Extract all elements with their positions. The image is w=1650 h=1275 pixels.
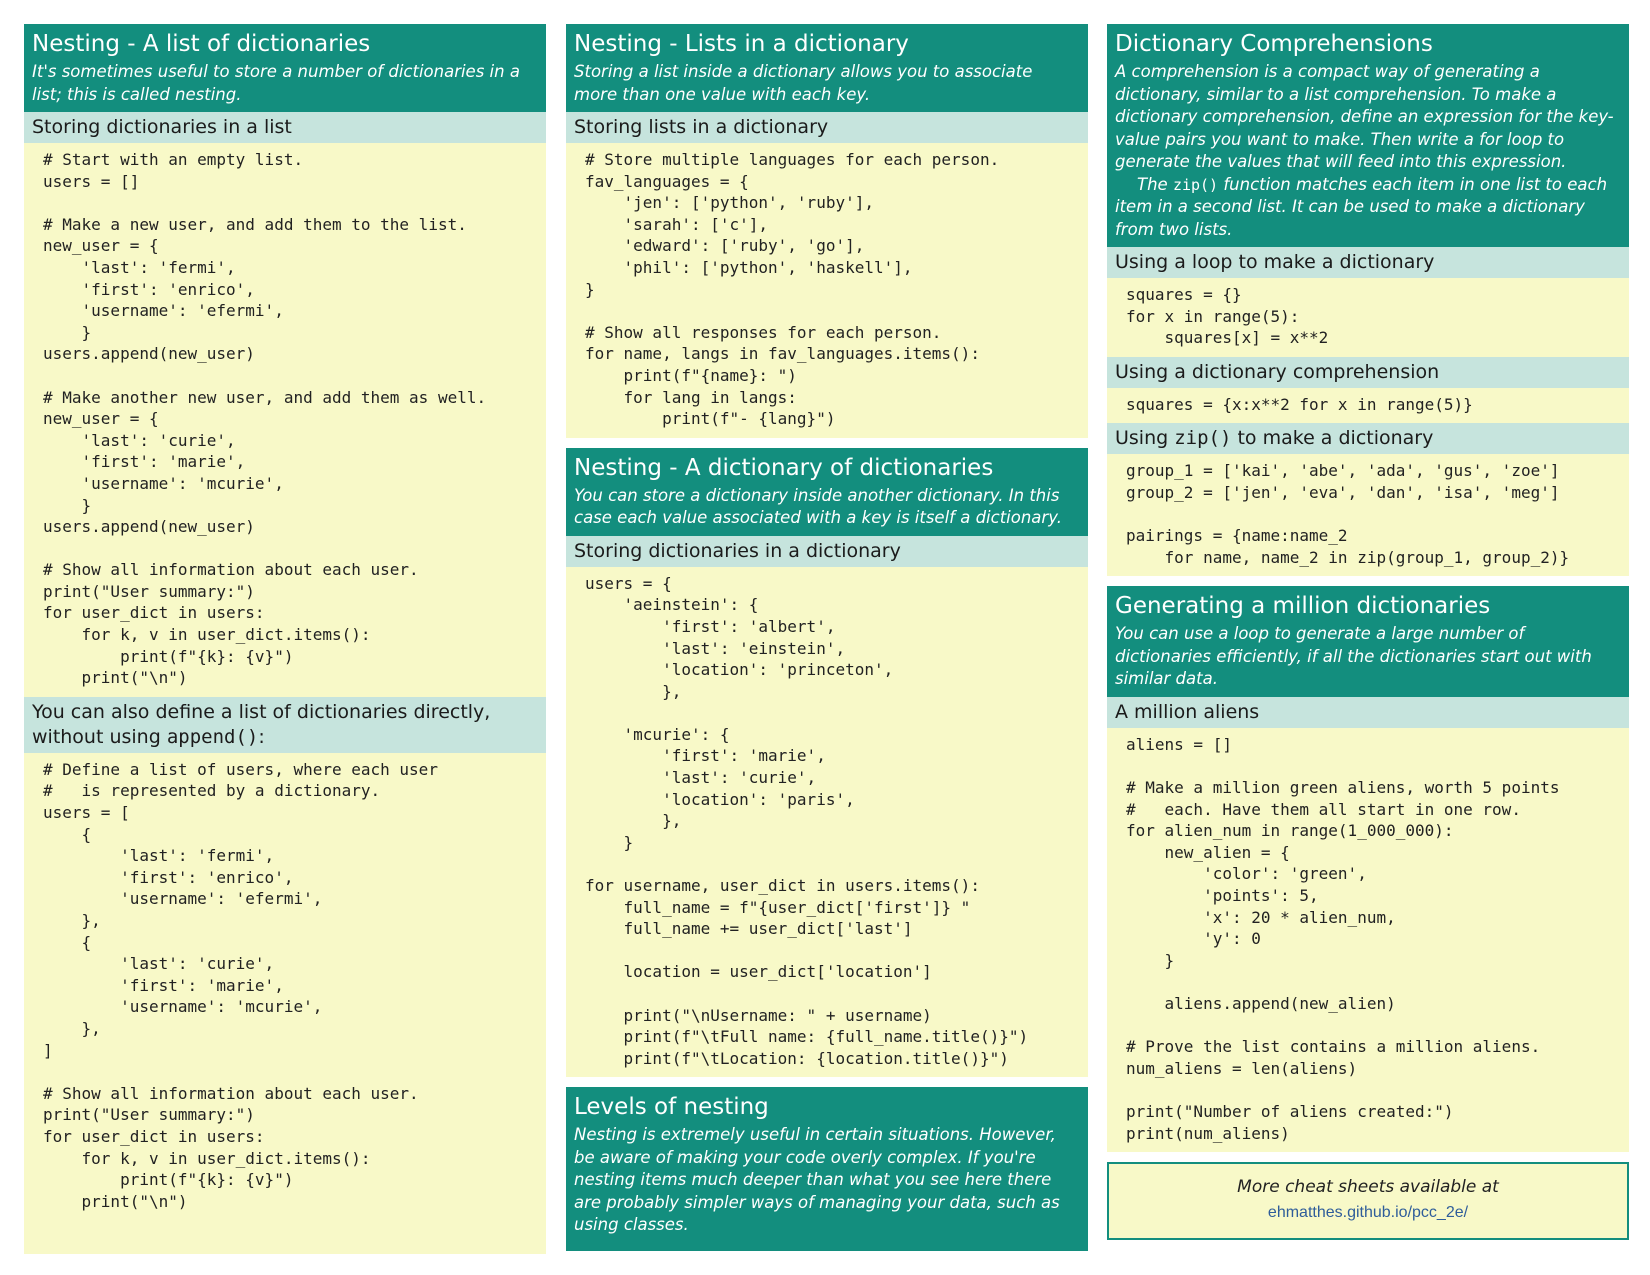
section-title: Levels of nesting: [574, 1094, 769, 1121]
subheading: Storing dictionaries in a list: [24, 112, 546, 143]
subheading: Using a loop to make a dictionary: [1107, 247, 1629, 278]
more-text: More cheat sheets available at: [1237, 1177, 1499, 1198]
section-title: Dictionary Comprehensions: [1115, 31, 1433, 57]
subheading: Using a dictionary comprehension: [1107, 357, 1629, 388]
section-dict-of-dicts: [566, 448, 1088, 1078]
section-header: [566, 1087, 1088, 1251]
code-block: users = { 'aeinstein': { 'first': 'albert', 'last': 'einstein', 'location': 'princeton', }, 'mcurie': { 'first': 'marie', 'last': 'curie', 'location': 'paris', }, } for username, user_dict in users.items(): full_name = f"{user_dict['first']} " full_name += user_dict['last'] location = user_dict['location'] print("\nUsername: " + username) print(f"\tFull name: {full_name.title()}") print(f"\tLocation: {location.title()}"): [566, 567, 1088, 1078]
section-title: Nesting - A dictionary of dictionaries: [574, 454, 994, 481]
subheading: [24, 697, 546, 753]
section-direct-list: [24, 697, 546, 1220]
section-header: [24, 24, 546, 112]
inline-code: zip(): [1172, 175, 1219, 194]
section-description: It's sometimes useful to store a number of dictionaries in a list; this is called nesting.: [32, 62, 520, 104]
section-description: Nesting is extremely useful in certain situations. However, be aware of making your code overly complex. If you're nesting items much deeper than what you see here there are probably simpler ways of managing your data, such as using classes.: [574, 1125, 1060, 1235]
section-header: [1107, 586, 1629, 697]
subheading-text: You can also define a list of dictionaries directly, without using: [32, 700, 491, 748]
subheading: Storing lists in a dictionary: [566, 112, 1088, 143]
desc-text: function matches each item in one list to each item in a second list. It can be used to make a dictionary from two lists.: [1115, 174, 1608, 239]
section-header: [566, 24, 1088, 112]
section-description: A comprehension is a compact way of generating a dictionary, similar to a list comprehension. To make a dictionary comprehension, define an expression for the key-value pairs you want to make. Then write a for loop to generate the values that will feed into this expression.: [1115, 62, 1614, 171]
column-1: [24, 24, 546, 1254]
subheading: Storing dictionaries in a dictionary: [566, 536, 1088, 567]
code-block: # Start with an empty list. users = [] # Make a new user, and add them to the list. new_user = { 'last': 'fermi', 'first': 'enrico', 'username': 'efermi', } users.append(new_user) # Make another new user, and add them as well. new_user = { 'last': 'curie', 'first': 'marie', 'username': 'mcurie', } users.append(new_user) # Show all information about each user. print("User summary:") for user_dict in users: for k, v in user_dict.items(): print(f"{k}: {v}") print("\n"): [24, 143, 546, 697]
section-lists-in-dict: [566, 24, 1088, 438]
cheat-sheets-link[interactable]: ehmatthes.github.io/pcc_2e/: [1267, 1204, 1469, 1222]
section-title: Nesting - Lists in a dictionary: [574, 31, 909, 57]
more-cheat-sheets-box: [1107, 1162, 1629, 1240]
section-description: You can use a loop to generate a large number of dictionaries efficiently, if all the dictionaries start out with similar data.: [1115, 624, 1592, 689]
code-block: squares = {x:x**2 for x in range(5)}: [1107, 388, 1629, 424]
inline-code: zip(): [1174, 427, 1232, 450]
section-list-of-dicts: [24, 24, 546, 697]
section-description: You can store a dictionary inside another dictionary. In this case each value associated with a key is itself a dictionary.: [574, 485, 1062, 528]
section-header: [1107, 24, 1629, 247]
section-title: Nesting - A list of dictionaries: [32, 31, 371, 57]
subheading: [1107, 423, 1629, 454]
section-description-zip: [1115, 174, 1621, 242]
subheading-text: Using: [1115, 427, 1175, 450]
column-3: [1107, 24, 1629, 1240]
subheading: A million aliens: [1107, 697, 1629, 728]
code-block: # Store multiple languages for each person. fav_languages = { 'jen': ['python', 'ruby'], 'sarah': ['c'], 'edward': ['ruby', 'go'], 'phil': ['python', 'haskell'], } # Show all responses for each person. for name, langs in fav_languages.items(): print(f"{name}: ") for lang in langs: print(f"- {lang}"): [566, 143, 1088, 438]
column-2: [566, 24, 1088, 1261]
section-title: Generating a million dictionaries: [1115, 593, 1491, 620]
section-levels-of-nesting: [566, 1087, 1088, 1251]
code-block: group_1 = ['kai', 'abe', 'ada', 'gus', 'zoe'] group_2 = ['jen', 'eva', 'dan', 'isa', 'meg'] pairings = {name:name_2 for name, name_2 in zip(group_1, group_2)}: [1107, 454, 1629, 576]
section-dict-comprehensions: [1107, 24, 1629, 576]
section-description: Storing a list inside a dictionary allows you to associate more than one value with each key.: [574, 62, 1033, 104]
desc-text: The: [1137, 174, 1173, 194]
inline-code: append(): [166, 725, 259, 748]
subheading-suffix: :: [258, 725, 265, 748]
subheading-suffix: to make a dictionary: [1231, 427, 1434, 450]
section-million-dicts: [1107, 586, 1629, 1152]
code-block: aliens = [] # Make a million green aliens, worth 5 points # each. Have them all start in one row. for alien_num in range(1_000_000): new_alien = { 'color': 'green', 'points': 5, 'x': 20 * alien_num, 'y': 0 } aliens.append(new_alien) # Prove the list contains a million aliens. num_aliens = len(aliens) print("Number of aliens created:") print(num_aliens): [1107, 728, 1629, 1152]
code-block: # Define a list of users, where each user # is represented by a dictionary. users = [ { 'last': 'fermi', 'first': 'enrico', 'username': 'efermi', }, { 'last': 'curie', 'first': 'marie', 'username': 'mcurie', }, ] # Show all information about each user. print("User summary:") for user_dict in users: for k, v in user_dict.items(): print(f"{k}: {v}") print("\n"): [24, 753, 546, 1220]
code-block: squares = {} for x in range(5): squares[x] = x**2: [1107, 278, 1629, 357]
section-header: [566, 448, 1088, 536]
